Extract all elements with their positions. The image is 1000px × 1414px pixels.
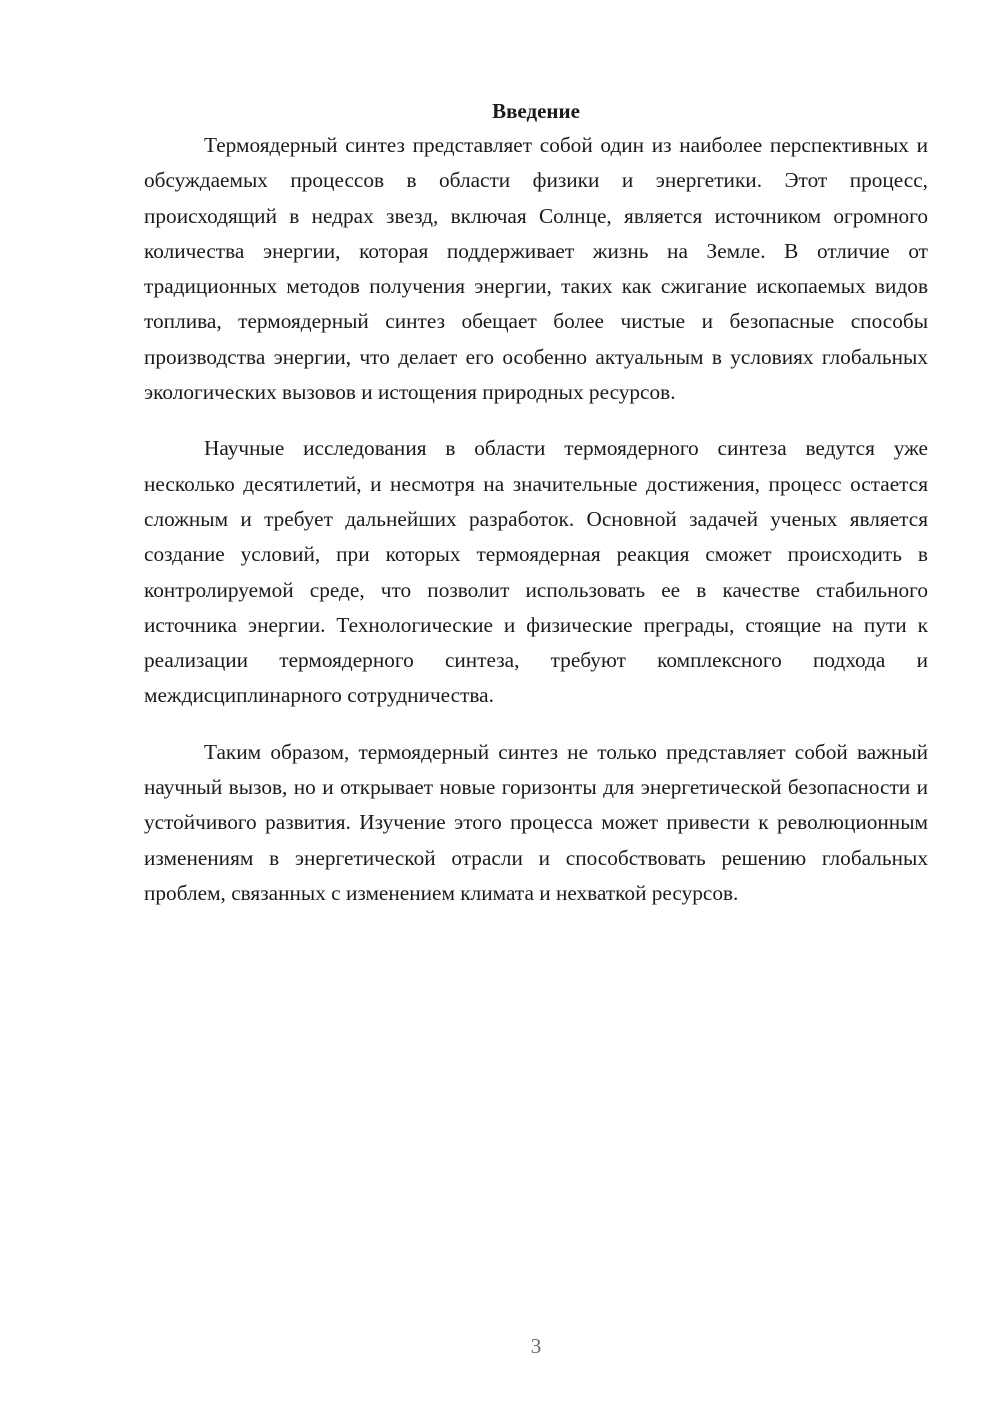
page-number: 3 [530,1334,542,1358]
paragraph-3: Таким образом, термоядерный синтез не только представляет собой важный научный вызов, но и открывает новые горизонты для энергетической безопасности и устойчивого развития. Изучение этого процесса может привести к революционным изменениям в энергетической отрасли и способствовать решению глобальных проблем, связанных с изменением климата и нехваткой ресурсов. [144,739,928,905]
paragraph-1: Термоядерный синтез представляет собой один из наиболее перспективных и обсуждаемых процессов в области физики и энергетики. Этот процесс, происходящий в недрах звезд, включая Солнце, является источником огромного количества энергии, которая поддерживает жизнь на Земле. В отличие от традиционных методов получения энергии, таких как сжигание ископаемых видов топлива, термоядерный синтез обещает более чистые и безопасные способы производства энергии, что делает его особенно актуальным в условиях глобальных экологических вызовов и истощения природных ресурсов. [144,133,928,405]
paragraph-2: Научные исследования в области термоядерного синтеза ведутся уже несколько десятилетий, и несмотря на значительные достижения, процесс остается сложным и требует дальнейших разработок. Основной задачей ученых является создание условий, при которых термоядерная реакция сможет происходить в контролируемой среде, что позволит использовать ее в качестве стабильного источника энергии. Технологические и физические преграды, стоящие на пути к реализации термоядерного синтеза, требуют комплексного подхода и междисциплинарного сотрудничества. [144,436,928,708]
section-heading: Введение [492,99,580,123]
page-content [144,96,928,932]
